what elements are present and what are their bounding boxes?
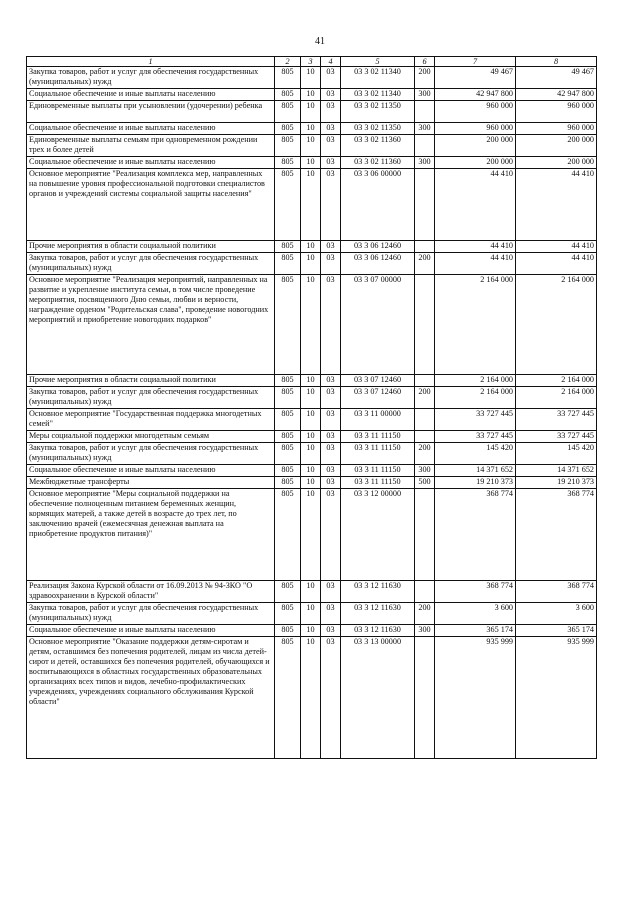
amount-cell: 960 000: [435, 101, 516, 123]
section-cell: 10: [301, 409, 321, 431]
target-article-cell: 03 3 07 00000: [341, 275, 415, 375]
amount-cell: 200 000: [435, 157, 516, 169]
subsection-cell: 03: [321, 101, 341, 123]
expense-type-cell: 200: [415, 603, 435, 625]
expense-type-cell: [415, 275, 435, 375]
publisher-code-cell: 805: [275, 241, 301, 253]
row-name-cell: Социальное обеспечение и иные выплаты населению: [27, 157, 275, 169]
amount-cell: 33 727 445: [516, 409, 597, 431]
section-cell: 10: [301, 431, 321, 443]
section-cell: 10: [301, 387, 321, 409]
target-article-cell: 03 3 11 00000: [341, 409, 415, 431]
column-header: 3: [301, 57, 321, 67]
section-cell: 10: [301, 465, 321, 477]
table-row: [27, 465, 597, 477]
section-cell: 10: [301, 157, 321, 169]
amount-cell: 19 210 373: [435, 477, 516, 489]
section-cell: 10: [301, 275, 321, 375]
section-cell: 10: [301, 169, 321, 241]
target-article-cell: 03 3 06 12460: [341, 253, 415, 275]
row-name-cell: Социальное обеспечение и иные выплаты населению: [27, 465, 275, 477]
row-name-cell: Закупка товаров, работ и услуг для обеспечения государственных (муниципальных) нужд: [27, 67, 275, 89]
subsection-cell: 03: [321, 275, 341, 375]
table-row: [27, 275, 597, 375]
amount-cell: 368 774: [435, 489, 516, 581]
expense-type-cell: [415, 409, 435, 431]
publisher-code-cell: 805: [275, 581, 301, 603]
subsection-cell: 03: [321, 157, 341, 169]
row-name-cell: Закупка товаров, работ и услуг для обеспечения государственных (муниципальных) нужд: [27, 603, 275, 625]
amount-cell: 960 000: [516, 123, 597, 135]
row-name-cell: Основное мероприятие "Государственная поддержка многодетных семей": [27, 409, 275, 431]
publisher-code-cell: 805: [275, 489, 301, 581]
row-name-cell: Меры социальной поддержки многодетным семьям: [27, 431, 275, 443]
table-row: [27, 477, 597, 489]
target-article-cell: 03 3 02 11350: [341, 101, 415, 123]
section-cell: 10: [301, 375, 321, 387]
subsection-cell: 03: [321, 625, 341, 637]
expense-type-cell: [415, 241, 435, 253]
row-name-cell: Реализация Закона Курской области от 16.09.2013 № 94-ЗКО "О здравоохранении в Курской области": [27, 581, 275, 603]
row-name-cell: Прочие мероприятия в области социальной политики: [27, 375, 275, 387]
row-name-cell: Закупка товаров, работ и услуг для обеспечения государственных (муниципальных) нужд: [27, 387, 275, 409]
table-row: [27, 67, 597, 89]
subsection-cell: 03: [321, 465, 341, 477]
row-name-cell: Закупка товаров, работ и услуг для обеспечения государственных (муниципальных) нужд: [27, 253, 275, 275]
table-row: [27, 409, 597, 431]
subsection-cell: 03: [321, 431, 341, 443]
column-header: 4: [321, 57, 341, 67]
expense-type-cell: [415, 581, 435, 603]
section-cell: 10: [301, 477, 321, 489]
publisher-code-cell: 805: [275, 603, 301, 625]
section-cell: 10: [301, 241, 321, 253]
target-article-cell: 03 3 06 12460: [341, 241, 415, 253]
publisher-code-cell: 805: [275, 637, 301, 759]
publisher-code-cell: 805: [275, 101, 301, 123]
target-article-cell: 03 3 11 11150: [341, 443, 415, 465]
expense-type-cell: [415, 169, 435, 241]
amount-cell: 365 174: [435, 625, 516, 637]
target-article-cell: 03 3 02 11360: [341, 157, 415, 169]
amount-cell: 42 947 800: [516, 89, 597, 101]
section-cell: 10: [301, 443, 321, 465]
subsection-cell: 03: [321, 375, 341, 387]
subsection-cell: 03: [321, 67, 341, 89]
target-article-cell: 03 3 11 11150: [341, 477, 415, 489]
row-name-cell: Единовременные выплаты семьям при одновременном рождении трех и более детей: [27, 135, 275, 157]
subsection-cell: 03: [321, 637, 341, 759]
table-row: [27, 443, 597, 465]
column-header: 6: [415, 57, 435, 67]
publisher-code-cell: 805: [275, 67, 301, 89]
target-article-cell: 03 3 13 00000: [341, 637, 415, 759]
expense-type-cell: 300: [415, 89, 435, 101]
amount-cell: 365 174: [516, 625, 597, 637]
row-name-cell: Единовременные выплаты при усыновлении (удочерении) ребенка: [27, 101, 275, 123]
section-cell: 10: [301, 625, 321, 637]
publisher-code-cell: 805: [275, 253, 301, 275]
target-article-cell: 03 3 02 11340: [341, 67, 415, 89]
row-name-cell: Основное мероприятие "Реализация комплекса мер, направленных на повышение уровня профессиональной подготовки специалистов органов и учреждений системы социальной защиты населения": [27, 169, 275, 241]
amount-cell: 368 774: [516, 489, 597, 581]
table-row: [27, 375, 597, 387]
table-row: [27, 253, 597, 275]
section-cell: 10: [301, 135, 321, 157]
amount-cell: 935 999: [516, 637, 597, 759]
expense-type-cell: 200: [415, 67, 435, 89]
amount-cell: 960 000: [516, 101, 597, 123]
amount-cell: 49 467: [435, 67, 516, 89]
amount-cell: 368 774: [516, 581, 597, 603]
expense-type-cell: 300: [415, 465, 435, 477]
publisher-code-cell: 805: [275, 409, 301, 431]
section-cell: 10: [301, 603, 321, 625]
amount-cell: 33 727 445: [516, 431, 597, 443]
amount-cell: 200 000: [435, 135, 516, 157]
section-cell: 10: [301, 253, 321, 275]
publisher-code-cell: 805: [275, 443, 301, 465]
subsection-cell: 03: [321, 135, 341, 157]
table-row: [27, 89, 597, 101]
table-row: [27, 625, 597, 637]
column-header: 2: [275, 57, 301, 67]
subsection-cell: 03: [321, 581, 341, 603]
publisher-code-cell: 805: [275, 477, 301, 489]
table-row: [27, 489, 597, 581]
expense-type-cell: 300: [415, 123, 435, 135]
column-header: 8: [516, 57, 597, 67]
publisher-code-cell: 805: [275, 275, 301, 375]
target-article-cell: 03 3 06 00000: [341, 169, 415, 241]
amount-cell: 14 371 652: [516, 465, 597, 477]
expense-type-cell: [415, 637, 435, 759]
subsection-cell: 03: [321, 241, 341, 253]
row-name-cell: Прочие мероприятия в области социальной политики: [27, 241, 275, 253]
amount-cell: 368 774: [435, 581, 516, 603]
amount-cell: 200 000: [516, 157, 597, 169]
publisher-code-cell: 805: [275, 387, 301, 409]
publisher-code-cell: 805: [275, 625, 301, 637]
amount-cell: 2 164 000: [516, 387, 597, 409]
target-article-cell: 03 3 02 11360: [341, 135, 415, 157]
amount-cell: 33 727 445: [435, 431, 516, 443]
section-cell: 10: [301, 101, 321, 123]
target-article-cell: 03 3 11 11150: [341, 465, 415, 477]
subsection-cell: 03: [321, 489, 341, 581]
amount-cell: 19 210 373: [516, 477, 597, 489]
expense-type-cell: 200: [415, 387, 435, 409]
subsection-cell: 03: [321, 123, 341, 135]
amount-cell: 44 410: [435, 241, 516, 253]
amount-cell: 2 164 000: [516, 375, 597, 387]
table-row: [27, 101, 597, 123]
page-number: 41: [315, 36, 325, 47]
table-row: [27, 581, 597, 603]
target-article-cell: 03 3 12 11630: [341, 625, 415, 637]
subsection-cell: 03: [321, 169, 341, 241]
column-header: 1: [27, 57, 275, 67]
row-name-cell: Основное мероприятие "Меры социальной поддержки на обеспечение полноценным питанием беременных женщин, кормящих матерей, а также детей в возрасте до трех лет, по заключению врачей (ежемесячная денежная выплата на приобретение продуктов питания)": [27, 489, 275, 581]
publisher-code-cell: 805: [275, 157, 301, 169]
amount-cell: 200 000: [516, 135, 597, 157]
target-article-cell: 03 3 12 11630: [341, 581, 415, 603]
amount-cell: 44 410: [516, 169, 597, 241]
publisher-code-cell: 805: [275, 375, 301, 387]
expense-type-cell: [415, 135, 435, 157]
table-row: [27, 603, 597, 625]
target-article-cell: 03 3 12 00000: [341, 489, 415, 581]
amount-cell: 935 999: [435, 637, 516, 759]
publisher-code-cell: 805: [275, 465, 301, 477]
row-name-cell: Межбюджетные трансферты: [27, 477, 275, 489]
amount-cell: 2 164 000: [516, 275, 597, 375]
subsection-cell: 03: [321, 387, 341, 409]
publisher-code-cell: 805: [275, 89, 301, 101]
amount-cell: 145 420: [435, 443, 516, 465]
expense-type-cell: [415, 489, 435, 581]
expense-type-cell: [415, 101, 435, 123]
amount-cell: 44 410: [516, 253, 597, 275]
expense-type-cell: [415, 375, 435, 387]
table-row: [27, 157, 597, 169]
expense-type-cell: 300: [415, 625, 435, 637]
table-row: [27, 431, 597, 443]
publisher-code-cell: 805: [275, 169, 301, 241]
expense-type-cell: 500: [415, 477, 435, 489]
amount-cell: 960 000: [435, 123, 516, 135]
amount-cell: 44 410: [435, 169, 516, 241]
row-name-cell: Социальное обеспечение и иные выплаты населению: [27, 123, 275, 135]
target-article-cell: 03 3 11 11150: [341, 431, 415, 443]
table-row: [27, 169, 597, 241]
expense-type-cell: 300: [415, 157, 435, 169]
amount-cell: 2 164 000: [435, 375, 516, 387]
table-row: [27, 135, 597, 157]
section-cell: 10: [301, 67, 321, 89]
section-cell: 10: [301, 123, 321, 135]
subsection-cell: 03: [321, 89, 341, 101]
row-name-cell: Основное мероприятие "Реализация мероприятий, направленных на развитие и укрепление института семьи, в том числе проведение мероприятия, посвященного Дню семьи, любви и верности, награждение орденом "Родительская слава", проведение новогодних мероприятий и приобретение новогодних подарков": [27, 275, 275, 375]
amount-cell: 3 600: [435, 603, 516, 625]
section-cell: 10: [301, 637, 321, 759]
expense-type-cell: [415, 431, 435, 443]
target-article-cell: 03 3 02 11340: [341, 89, 415, 101]
amount-cell: 14 371 652: [435, 465, 516, 477]
row-name-cell: Основное мероприятие "Оказание поддержки детям-сиротам и детям, оставшимся без попечения родителей, лицам из числа детей-сирот и детей, оставшихся без попечения родителей, обучающихся и воспитывающихся в областных государственных образовательных организациях всех типов и видов, лечебно-профилактических учреждениях, учреждениях социального обслуживания Курской области": [27, 637, 275, 759]
row-name-cell: Социальное обеспечение и иные выплаты населению: [27, 89, 275, 101]
subsection-cell: 03: [321, 253, 341, 275]
table-row: [27, 123, 597, 135]
table-row: [27, 387, 597, 409]
amount-cell: 145 420: [516, 443, 597, 465]
row-name-cell: Закупка товаров, работ и услуг для обеспечения государственных (муниципальных) нужд: [27, 443, 275, 465]
table-row: [27, 637, 597, 759]
budget-table: [26, 56, 597, 759]
row-name-cell: Социальное обеспечение и иные выплаты населению: [27, 625, 275, 637]
amount-cell: 42 947 800: [435, 89, 516, 101]
amount-cell: 44 410: [435, 253, 516, 275]
header-row: [27, 57, 597, 67]
publisher-code-cell: 805: [275, 431, 301, 443]
amount-cell: 2 164 000: [435, 275, 516, 375]
column-header: 7: [435, 57, 516, 67]
subsection-cell: 03: [321, 603, 341, 625]
subsection-cell: 03: [321, 443, 341, 465]
subsection-cell: 03: [321, 477, 341, 489]
expense-type-cell: 200: [415, 443, 435, 465]
table-row: [27, 241, 597, 253]
amount-cell: 44 410: [516, 241, 597, 253]
target-article-cell: 03 3 07 12460: [341, 387, 415, 409]
publisher-code-cell: 805: [275, 123, 301, 135]
target-article-cell: 03 3 02 11350: [341, 123, 415, 135]
amount-cell: 3 600: [516, 603, 597, 625]
target-article-cell: 03 3 12 11630: [341, 603, 415, 625]
publisher-code-cell: 805: [275, 135, 301, 157]
column-header: 5: [341, 57, 415, 67]
amount-cell: 2 164 000: [435, 387, 516, 409]
expense-type-cell: 200: [415, 253, 435, 275]
amount-cell: 49 467: [516, 67, 597, 89]
amount-cell: 33 727 445: [435, 409, 516, 431]
subsection-cell: 03: [321, 409, 341, 431]
section-cell: 10: [301, 581, 321, 603]
target-article-cell: 03 3 07 12460: [341, 375, 415, 387]
section-cell: 10: [301, 89, 321, 101]
section-cell: 10: [301, 489, 321, 581]
